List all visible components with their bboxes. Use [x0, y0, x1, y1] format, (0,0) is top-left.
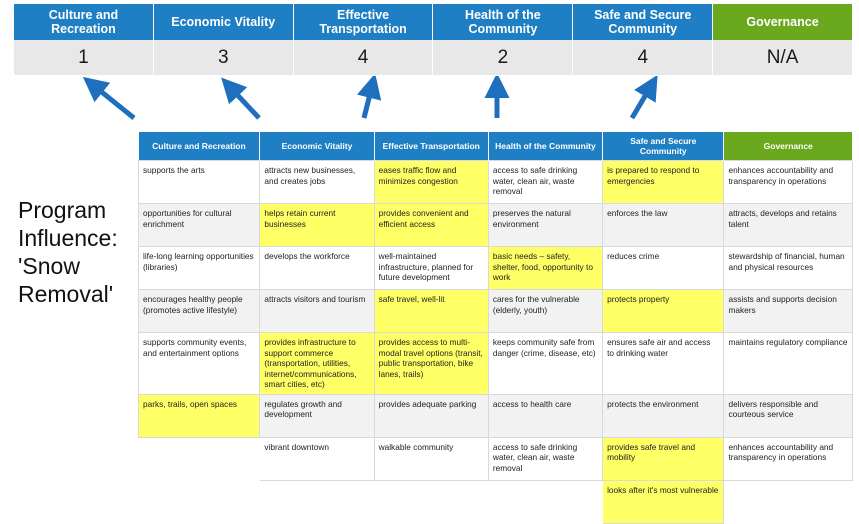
matrix-cell: provides infrastructure to support commerce (transportation, utilities, internet/communications, smart cities, etc) — [260, 333, 374, 395]
matrix-column-header: Safe and Secure Community — [603, 132, 724, 161]
scorecard-score-band — [14, 40, 852, 75]
table-row — [139, 394, 853, 437]
score-value: 1 — [14, 40, 154, 75]
score-link-arrow — [632, 86, 651, 118]
score-link-arrow — [364, 86, 372, 118]
table-row — [139, 290, 853, 333]
matrix-cell: provides access to multi-modal travel options (transit, public transportation, bike lanes, trails) — [374, 333, 488, 395]
table-row — [139, 204, 853, 247]
matrix-cell: assists and supports decision makers — [724, 290, 853, 333]
matrix-cell: keeps community safe from danger (crime, disease, etc) — [488, 333, 602, 395]
matrix-cell: encourages healthy people (promotes active lifestyle) — [139, 290, 260, 333]
table-row — [139, 437, 853, 480]
matrix-cell-empty — [488, 480, 602, 523]
matrix-cell: helps retain current businesses — [260, 204, 374, 247]
matrix-cell: supports the arts — [139, 161, 260, 204]
caption-line: Influence: — [18, 225, 118, 251]
scorecard-header-label: Culture and Recreation — [48, 8, 119, 36]
matrix-cell: attracts, develops and retains talent — [724, 204, 853, 247]
scorecard-header-label: Governance — [746, 15, 819, 29]
matrix-cell: reduces crime — [603, 247, 724, 290]
matrix-cell: enhances accountability and transparency in operations — [724, 161, 853, 204]
matrix-cell: provides convenient and efficient access — [374, 204, 488, 247]
scorecard-header-label: Safe and Secure Community — [594, 8, 692, 36]
scorecard-header-label: Effective Transportation — [319, 8, 407, 36]
matrix-column-header: Health of the Community — [488, 132, 602, 161]
matrix-cell: enforces the law — [603, 204, 724, 247]
matrix-cell: vibrant downtown — [260, 437, 374, 480]
matrix-cell: parks, trails, open spaces — [139, 394, 260, 437]
matrix-cell: regulates growth and development — [260, 394, 374, 437]
matrix-cell: maintains regulatory compliance — [724, 333, 853, 395]
matrix-cell: attracts new businesses, and creates jobs — [260, 161, 374, 204]
matrix-cell-empty — [374, 480, 488, 523]
matrix-column-header: Culture and Recreation — [139, 132, 260, 161]
matrix-cell: opportunities for cultural enrichment — [139, 204, 260, 247]
score-link-arrow — [93, 85, 134, 118]
caption-line: Removal' — [18, 281, 114, 307]
matrix-cell: access to health care — [488, 394, 602, 437]
matrix-cell-empty — [260, 480, 374, 523]
matrix-cell: stewardship of financial, human and physical resources — [724, 247, 853, 290]
matrix-cell: enhances accountability and transparency in operations — [724, 437, 853, 480]
matrix-header-row — [139, 132, 853, 161]
table-row — [139, 333, 853, 395]
matrix-cell: provides adequate parking — [374, 394, 488, 437]
matrix-cell: develops the workforce — [260, 247, 374, 290]
scorecard-header-cell — [294, 4, 434, 40]
score-value: 4 — [294, 40, 434, 75]
scorecard-header-cell — [433, 4, 573, 40]
scorecard-header-cell — [14, 4, 154, 40]
matrix-cell: protects property — [603, 290, 724, 333]
matrix-cell: provides safe travel and mobility — [603, 437, 724, 480]
scorecard-header-cell — [154, 4, 294, 40]
score-value: N/A — [766, 46, 799, 68]
scorecard-header-band — [14, 4, 852, 40]
matrix-cell: eases traffic flow and minimizes congestion — [374, 161, 488, 204]
scorecard-header-cell — [713, 4, 852, 40]
program-influence-caption — [18, 196, 138, 308]
arrow-group — [0, 76, 859, 132]
matrix-cell: protects the environment — [603, 394, 724, 437]
score-value: 2 — [433, 40, 573, 75]
scorecard-header-cell — [573, 4, 713, 40]
matrix-cell: preserves the natural environment — [488, 204, 602, 247]
matrix-cell: supports community events, and entertainment options — [139, 333, 260, 395]
matrix-cell: life-long learning opportunities (libraries) — [139, 247, 260, 290]
caption-line: 'Snow — [18, 253, 80, 279]
table-row — [139, 247, 853, 290]
matrix-cell: access to safe drinking water, clean air, waste removal — [488, 161, 602, 204]
matrix-cell: safe travel, well-lit — [374, 290, 488, 333]
table-row — [139, 161, 853, 204]
matrix-cell: ensures safe air and access to drinking water — [603, 333, 724, 395]
score-link-arrow — [230, 87, 259, 118]
matrix-cell: well-maintained infrastructure, planned for future development — [374, 247, 488, 290]
matrix-cell: attracts visitors and tourism — [260, 290, 374, 333]
matrix-cell: access to safe drinking water, clean air, waste removal — [488, 437, 602, 480]
caption-line: Program — [18, 197, 107, 223]
scorecard-header-label: Health of the Community — [465, 8, 541, 36]
matrix-cell: basic needs – safety, shelter, food, opportunity to work — [488, 247, 602, 290]
matrix-cell: delivers responsible and courteous service — [724, 394, 853, 437]
score-value: 4 — [573, 40, 713, 75]
matrix-column-header: Economic Vitality — [260, 132, 374, 161]
table-row — [139, 480, 853, 523]
matrix-cell-empty — [139, 437, 260, 480]
matrix-column-header: Governance — [724, 132, 853, 161]
score-value: 3 — [154, 40, 294, 75]
matrix-cell-empty — [139, 480, 260, 523]
matrix-cell-empty — [724, 480, 853, 523]
matrix-column-header: Effective Transportation — [374, 132, 488, 161]
scorecard-header-label: Economic Vitality — [171, 15, 276, 29]
matrix-cell: walkable community — [374, 437, 488, 480]
matrix-cell: cares for the vulnerable (elderly, youth) — [488, 290, 602, 333]
matrix-cell: is prepared to respond to emergencies — [603, 161, 724, 204]
matrix-cell: looks after it's most vulnerable — [603, 480, 724, 523]
